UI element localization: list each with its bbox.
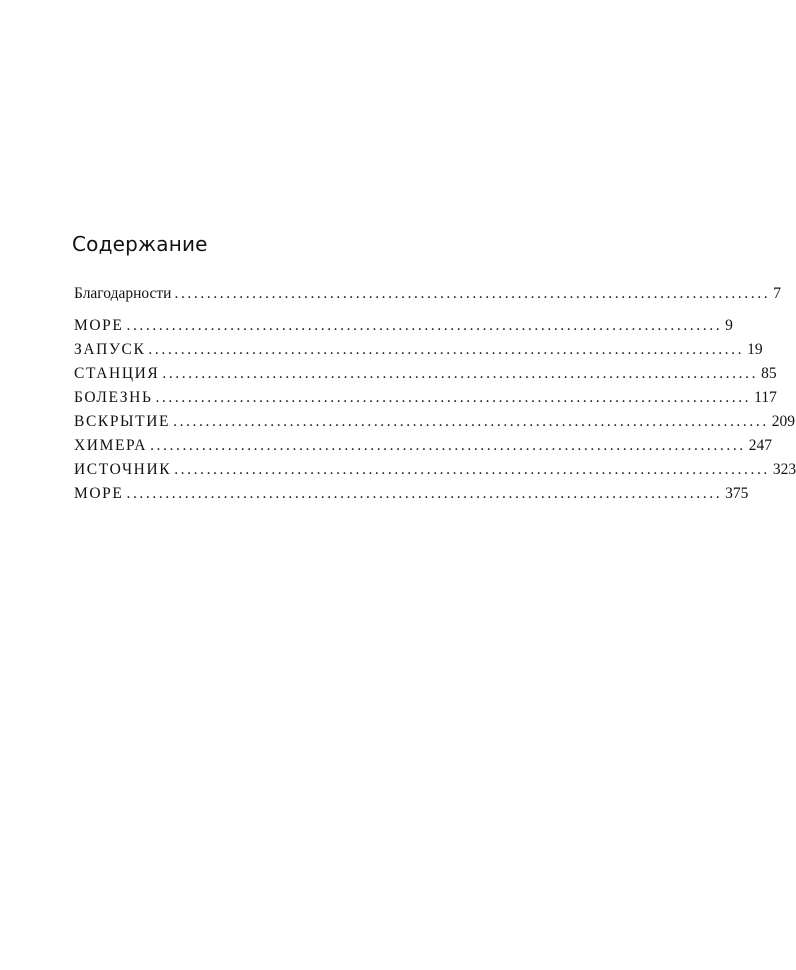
toc-entry-acknowledgements: [74, 282, 781, 306]
toc-entry-label: ВСКРЫТИЕ: [74, 413, 171, 430]
toc-leader-dots: ............................................................................................: [173, 413, 769, 430]
toc-entry-chapter: [74, 458, 796, 482]
toc-entry-chapter: [74, 410, 796, 434]
table-of-contents: [74, 282, 796, 506]
toc-entry-chapter: [74, 362, 777, 386]
toc-entry-page-number: 247: [748, 437, 773, 454]
toc-entry-page-number: 209: [771, 413, 796, 430]
toc-entry-page-number: 85: [761, 365, 777, 382]
toc-entry-page-number: 9: [725, 317, 733, 334]
toc-leader-dots: ............................................................................................: [174, 461, 770, 478]
toc-entry-label: ХИМЕРА: [74, 437, 148, 454]
toc-entry-page-number: 323: [772, 461, 796, 478]
toc-leader-dots: ............................................................................................: [126, 485, 723, 502]
toc-leader-dots: ............................................................................................: [126, 317, 723, 334]
toc-entry-label: Благодарности: [74, 285, 172, 302]
toc-leader-dots: ............................................................................................: [162, 365, 759, 382]
contents-heading: Содержание: [72, 232, 208, 256]
toc-entry-label: БОЛЕЗНЬ: [74, 389, 153, 406]
toc-entry-chapter: [74, 434, 773, 458]
toc-entry-chapter: [74, 386, 777, 410]
toc-leader-dots: ............................................................................................: [155, 389, 752, 406]
toc-entry-page-number: 19: [747, 341, 763, 358]
toc-entry-chapter: [74, 338, 763, 362]
toc-leader-dots: ............................................................................................: [148, 341, 745, 358]
toc-entry-page-number: 375: [725, 485, 749, 502]
toc-entry-label: СТАНЦИЯ: [74, 365, 160, 382]
toc-entry-chapter: [74, 482, 749, 506]
toc-entry-page-number: 7: [773, 285, 781, 302]
toc-entry-page-number: 117: [754, 389, 777, 406]
toc-leader-dots: ............................................................................................: [174, 285, 771, 302]
toc-entry-label: ЗАПУСК: [74, 341, 146, 358]
toc-entry-label: МОРЕ: [74, 485, 124, 502]
toc-entry-chapter: [74, 314, 733, 338]
toc-entry-label: ИСТОЧНИК: [74, 461, 172, 478]
toc-leader-dots: ............................................................................................: [150, 437, 746, 454]
toc-entry-label: МОРЕ: [74, 317, 124, 334]
